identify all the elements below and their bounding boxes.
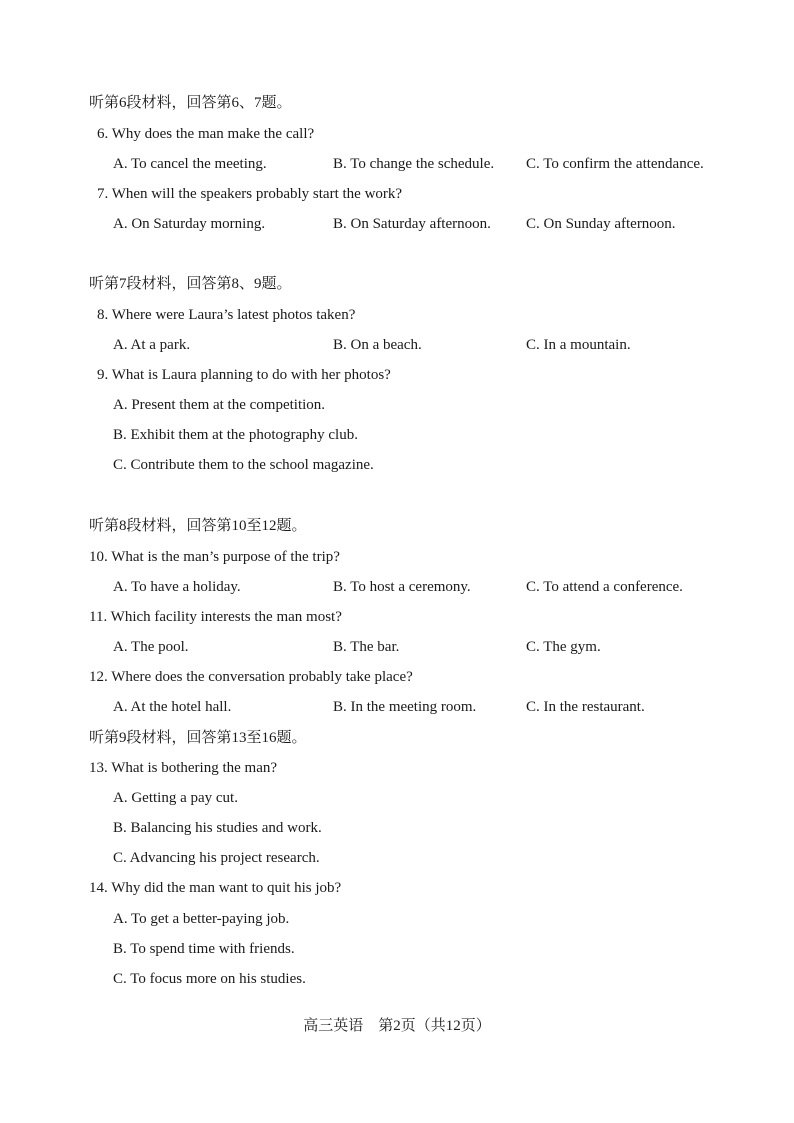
option-b: B. Balancing his studies and work. [113,820,322,836]
section-heading: 听第7段材料，回答第8、9题。 [89,276,292,292]
option-a: A. Present them at the competition. [113,397,326,413]
question-stem: 11. Which facility interests the man most? [89,609,342,625]
option-a: A. On Saturday morning. [113,216,266,232]
option-b: B. The bar. [333,639,400,655]
option-c: C. In the restaurant. [526,699,645,715]
option-a: A. To get a better-paying job. [113,911,290,927]
option-b: B. To host a ceremony. [333,579,471,595]
option-b: B. On Saturday afternoon. [333,216,491,232]
option-b: B. To change the schedule. [333,156,495,172]
option-b: B. Exhibit them at the photography club. [113,427,358,443]
question-stem: 9. What is Laura planning to do with her photos? [97,367,391,383]
question-stem: 6. Why does the man make the call? [97,126,315,142]
section-heading: 听第8段材料，回答第10至12题。 [89,518,307,534]
option-b: B. On a beach. [333,337,422,353]
section-heading: 听第9段材料，回答第13至16题。 [89,730,307,746]
section-heading: 听第6段材料，回答第6、7题。 [89,95,292,111]
option-a: A. At the hotel hall. [113,699,232,715]
question-stem: 10. What is the man’s purpose of the trip? [89,549,340,565]
option-b: B. In the meeting room. [333,699,477,715]
question-stem: 8. Where were Laura’s latest photos taken? [97,307,356,323]
option-c: C. To attend a conference. [526,579,683,595]
option-c: C. To focus more on his studies. [113,971,306,987]
option-c: C. On Sunday afternoon. [526,216,676,232]
option-c: C. Contribute them to the school magazine. [113,457,374,473]
option-c: C. In a mountain. [526,337,631,353]
question-stem: 14. Why did the man want to quit his job? [89,880,342,896]
option-a: A. The pool. [113,639,189,655]
question-stem: 12. Where does the conversation probably take place? [89,669,413,685]
option-c: C. To confirm the attendance. [526,156,704,172]
option-a: A. Getting a pay cut. [113,790,238,806]
option-b: B. To spend time with friends. [113,941,295,957]
question-stem: 7. When will the speakers probably start the work? [97,186,403,202]
option-c: C. The gym. [526,639,601,655]
page-footer: 高三英语 第2页（共12页） [303,1018,491,1034]
option-a: A. To have a holiday. [113,579,241,595]
option-c: C. Advancing his project research. [113,850,320,866]
option-a: A. At a park. [113,337,191,353]
question-stem: 13. What is bothering the man? [89,760,278,776]
option-a: A. To cancel the meeting. [113,156,267,172]
